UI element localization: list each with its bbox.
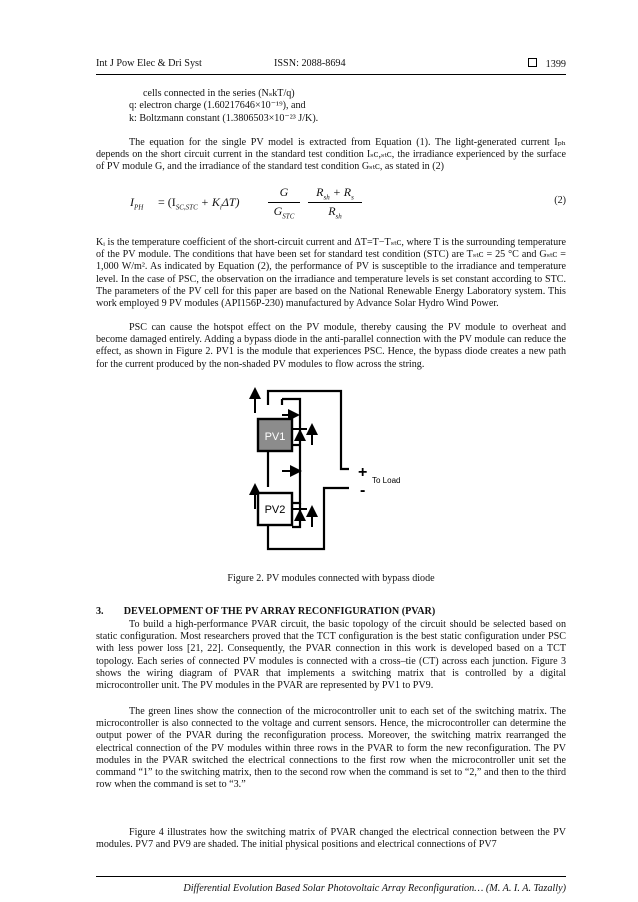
pv-bypass-diode-figure xyxy=(246,385,416,559)
eq-subscript: PH xyxy=(134,203,144,212)
section-heading: 3. DEVELOPMENT OF THE PV ARRAY RECONFIGURATION (PVAR) xyxy=(96,606,436,617)
eq-symbol: R xyxy=(316,185,324,199)
to-load-label: To Load xyxy=(372,476,401,485)
paragraph: The green lines show the connection of the microcontroller unit to each set of the switching matrix. The microcontroller is also connected to the voltage and current sensors. Hence, the microcontroller can determine the output power of the PVAR during the reconfiguration process. Moreover, the switching matrix rearranged the electrical connection of the PV modules within three rows in the PVAR to form the new reconfiguration. The PV modules in the PVAR switched the electrical connections to the first row when the microcontroller unit set the command “1” to the switching matrix, then to the second row when the command is set to “2,” and then to the third row when the command is set to “3.” xyxy=(96,706,566,791)
definition-list xyxy=(129,88,318,125)
paragraph: The equation for the single PV model is extracted from Equation (1). The light-generated current Iₚₕ depends on the short circuit current in the standard test condition Iₛᴄ,ₛₜᴄ, the irradiance experienced by the surface of PV module G, and the irradiance of the standard test condition Gₛₜᴄ, as stated in (2) xyxy=(96,137,566,173)
eq-symbol: + R xyxy=(329,185,352,199)
equation-2 xyxy=(130,181,566,225)
eq-symbol: + K xyxy=(200,195,220,209)
page-number-group xyxy=(528,58,566,70)
journal-name: Int J Pow Elec & Dri Syst xyxy=(96,58,202,69)
footer-rule xyxy=(96,876,566,877)
eq-symbol: R xyxy=(328,204,336,218)
eq-symbol: I xyxy=(130,195,134,209)
eq-symbol: = (I xyxy=(158,195,176,209)
fraction-r-numerator xyxy=(306,185,364,201)
eq-subscript: i xyxy=(219,203,222,212)
equation-lhs xyxy=(130,195,143,211)
header-rule xyxy=(96,74,566,75)
eq-subscript: sh xyxy=(335,212,342,221)
fraction-g-numerator: G xyxy=(279,185,289,199)
fraction-bar xyxy=(268,202,300,203)
figure-caption: Figure 2. PV modules connected with bypass diode xyxy=(227,573,435,584)
page-footer: Differential Evolution Based Solar Photovoltaic Array Reconfiguration… (M. A. I. A. Tazally) xyxy=(183,883,566,894)
eq-subscript: s xyxy=(351,193,354,202)
equation-rhs xyxy=(158,195,240,211)
definition-item: q: electron charge (1.60217646×10⁻¹⁹), and xyxy=(129,100,306,112)
eq-symbol: G xyxy=(273,204,283,218)
bypass-diode-icon xyxy=(294,509,306,521)
eq-subscript: sh xyxy=(323,193,330,202)
eq-subscript: STC xyxy=(282,212,295,221)
equation-number: (2) xyxy=(554,195,566,206)
definition-item: k: Boltzmann constant (1.3806503×10⁻²³ J/K). xyxy=(129,112,319,124)
eq-subscript: SC,STC xyxy=(175,203,198,212)
bypass-diode-icon xyxy=(294,429,306,441)
fraction-g-denominator xyxy=(266,204,302,220)
fraction-bar xyxy=(308,202,362,203)
paragraph: To build a high-performance PVAR circuit, the basic topology of the circuit should be selected based on static configuration. Most researchers proved that the TCT configuration is the best static configuration under PSC with less power loss [21, 22]. Consequently, the PVAR connection in this work is developed based on a TCT topology. Each series of connected PV modules is connected with a cross–tie (CT) across each junction. Figure 3 shows the wiring diagram of PVAR that implements a switching matrix that is controlled by a digital microcontroller unit. The PV modules in the PVAR are represented by PV1 to PV9. xyxy=(96,619,566,692)
checkbox-icon xyxy=(528,58,537,67)
pv1-label: PV1 xyxy=(264,431,286,443)
fraction-r-denominator xyxy=(306,204,364,220)
issn: ISSN: 2088-8694 xyxy=(274,58,346,69)
minus-terminal: - xyxy=(360,482,366,499)
eq-symbol: ΔT) xyxy=(221,195,240,209)
plus-terminal: + xyxy=(358,464,368,481)
paragraph: Kᵢ is the temperature coefficient of the short-circuit current and ΔT=T−Tₛₜᴄ, where T is the surrounding temperature of the PV module. The conditions that have been set for standard test condition (STC) are Tₛₜᴄ = 25 °C and Gₛₜᴄ = 1,000 W/m². As indicated by Equation (2), the performance of PV is susceptible to the irradiance and temperature level. In the case of PSC, the observation on the irradiance and temperature levels is set constant according to STC. The parameters of the PV cell for this paper are based on the National Renewable Energy Laboratory system. This work employed 9 PV modules (API156P-230) manufactured by Advance Solar Hydro Wind Power. xyxy=(96,237,566,310)
paragraph: PSC can cause the hotspot effect on the PV module, thereby causing the PV module to overheat and become damaged entirely. Adding a bypass diode in the anti-parallel connection with the PV module can reduce the effect, as shown in Figure 2. PV1 is the module that experiences PSC. Hence, the bypass diode creates a new path for the current produced by the non-shaded PV modules to flow across the string. xyxy=(96,322,566,370)
page-number: 1399 xyxy=(545,59,566,70)
pv2-label: PV2 xyxy=(264,504,286,516)
paragraph: Figure 4 illustrates how the switching matrix of PVAR changed the electrical connection between the PV modules. PV7 and PV9 are shaded. The initial physical positions and electrical connections of PV7 xyxy=(96,827,566,851)
definition-item: cells connected in the series (NₛkT/q) xyxy=(143,88,295,99)
